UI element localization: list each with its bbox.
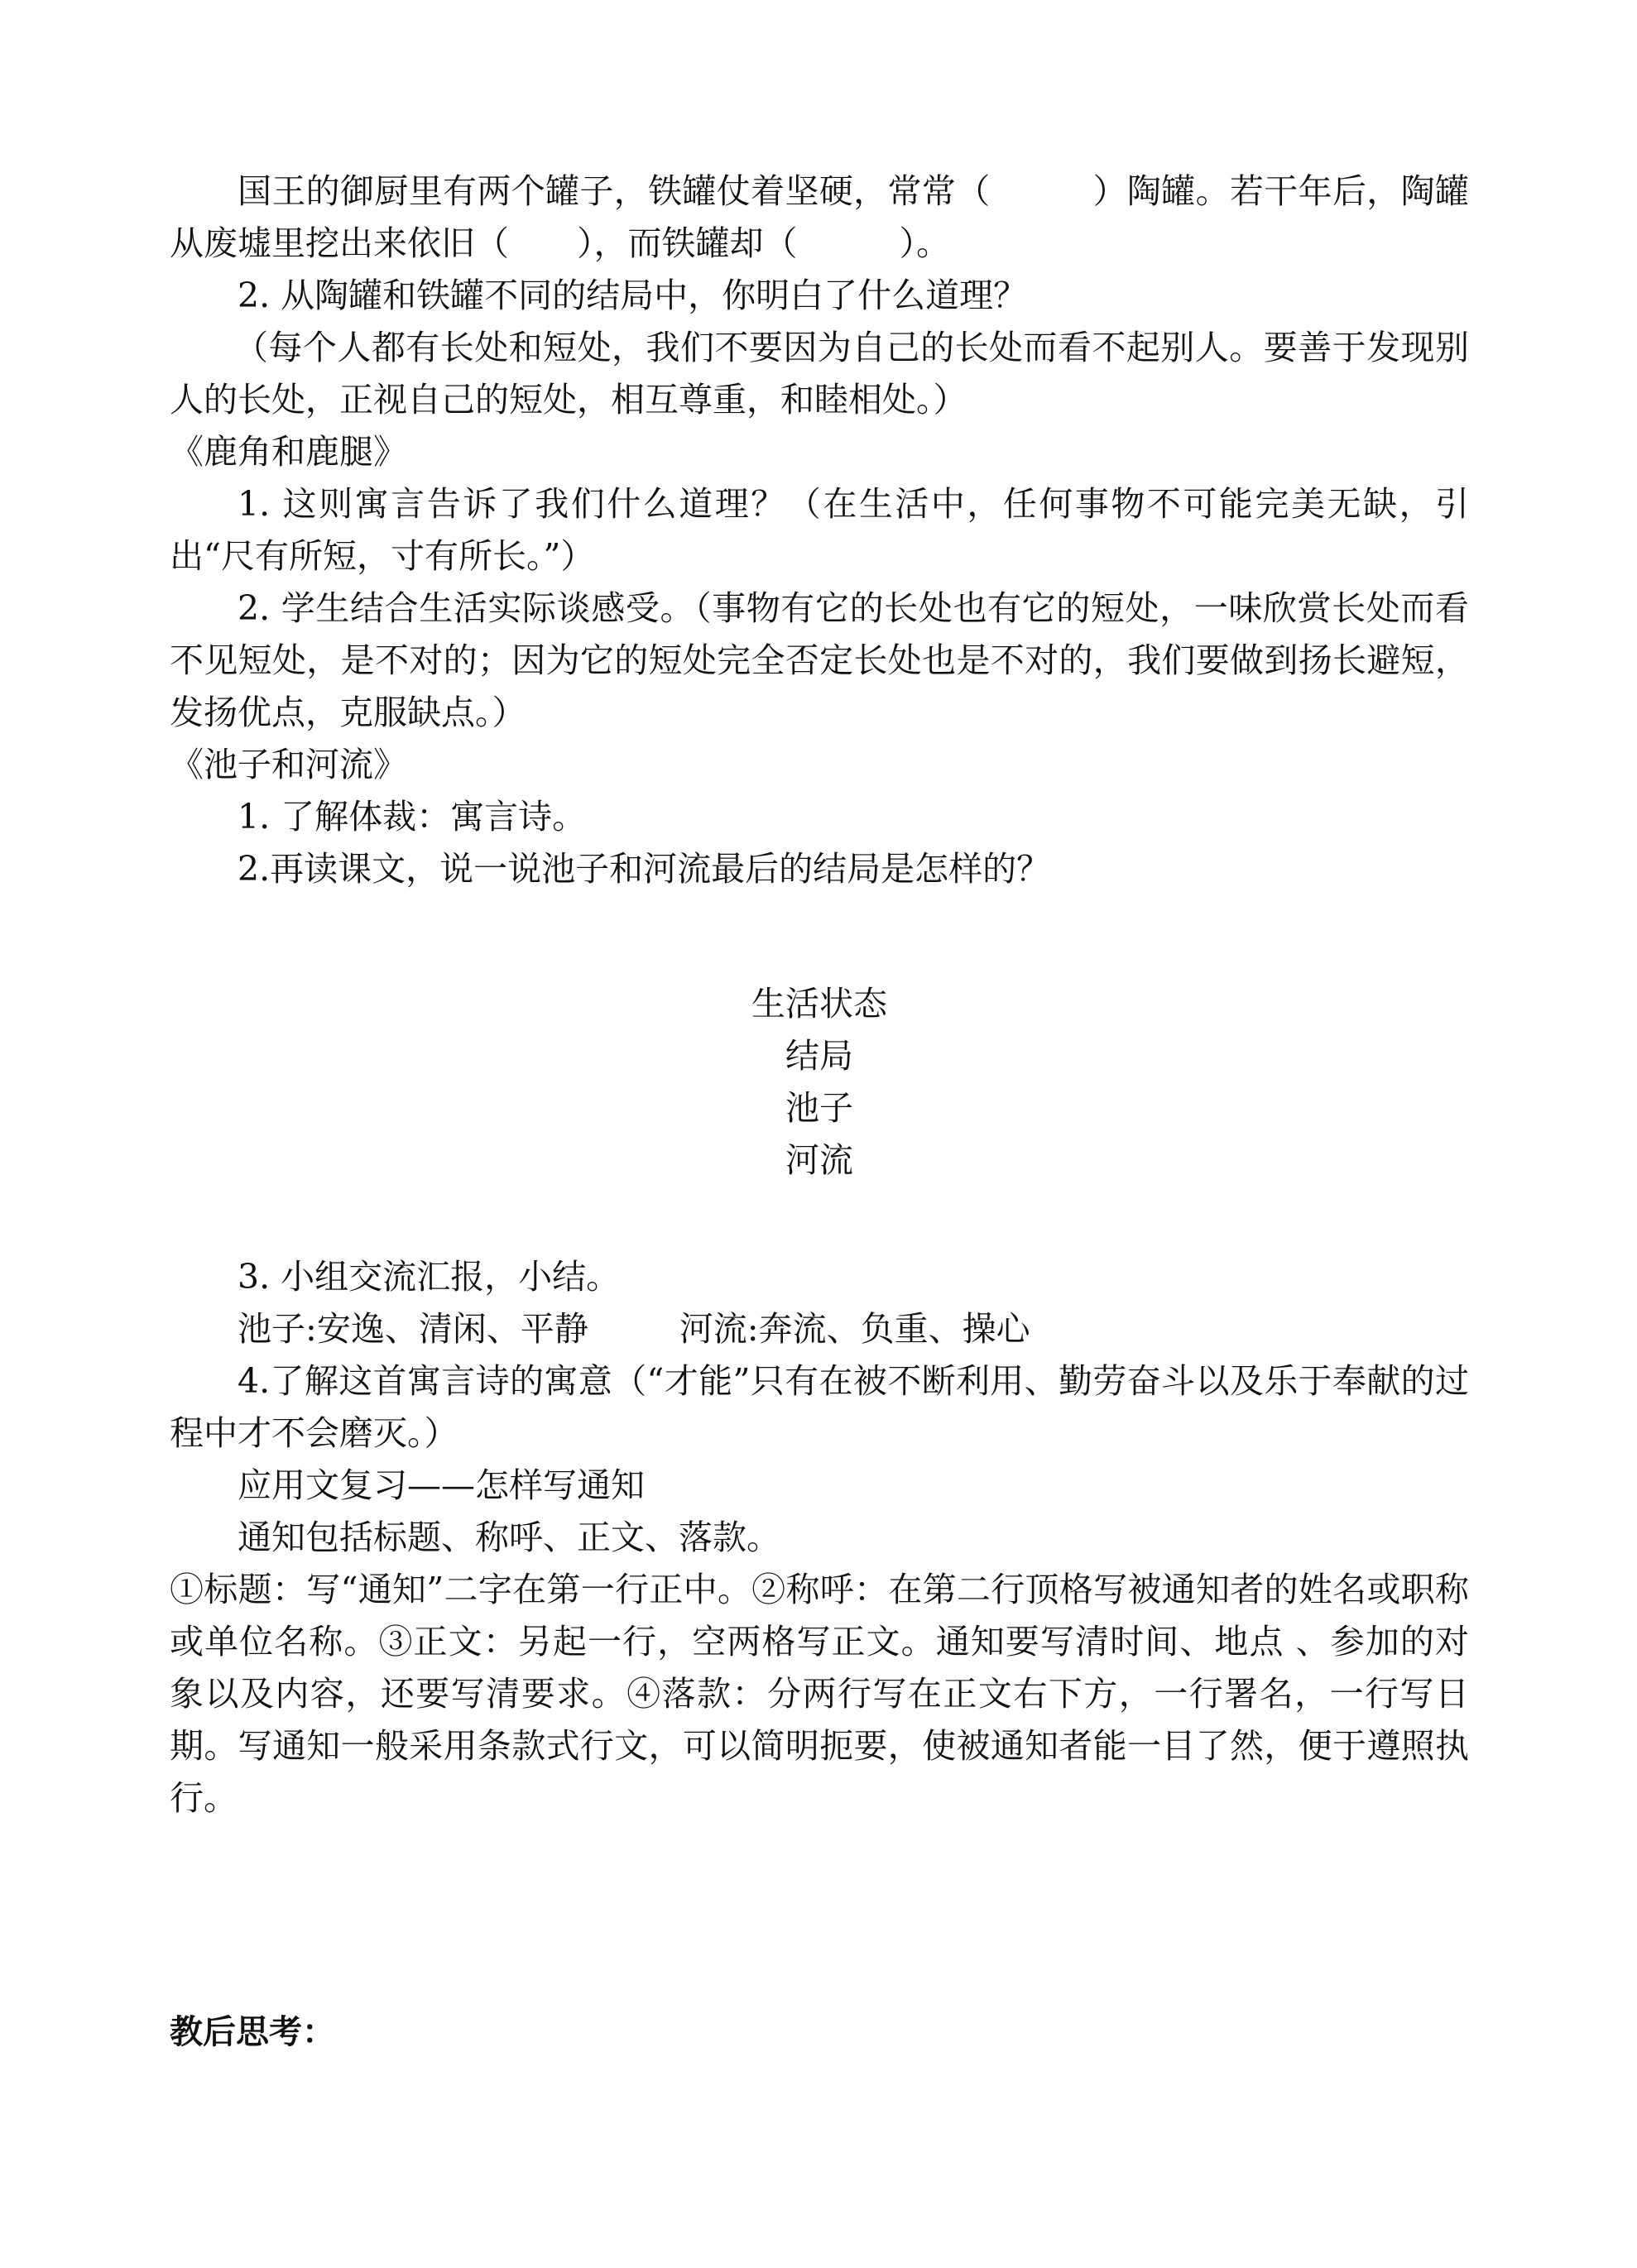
table-header-life-state: 生活状态 (751, 984, 887, 1024)
table-row-pond: 池子 (785, 1088, 853, 1128)
table-header-ending: 结局 (785, 1036, 853, 1076)
question-pond-river-ending: 2.再读课文，说一说池子和河流最后的结局是怎样的？ (238, 849, 1051, 889)
question-deer-lesson: 1. 这则寓言告诉了我们什么道理？（在生活中，任何事物不可能完美无缺，引出“尺有所短，寸有所长。”） (170, 484, 1469, 576)
pond-river-table (170, 978, 1469, 1187)
notice-format-rules: ①标题：写“通知”二字在第一行正中。②称呼：在第二行顶格写被通知者的姓名或职称或单位名称。③正文：另起一行，空两格写正文。通知要写清时间、地点 、参加的对象以及内容，还要写清要求。④落款：分两行写在正文右下方，一行署名，一行写日期。写通知一般采用条款式行文，可以简明扼要，使被通知者能一目了然，便于遵照执行。 (170, 1570, 1469, 1818)
document-body (170, 165, 1469, 2059)
item-group-report: 3. 小组交流汇报，小结。 (238, 1257, 621, 1297)
summary-pond-river (170, 1303, 1469, 1355)
paragraph-pottery-jar-fill: 国王的御厨里有两个罐子，铁罐仗着坚硬，常常（ ）陶罐。若干年后，陶罐从废墟里挖出来依旧（ ），而铁罐却（ ）。 (170, 171, 1469, 263)
post-teaching-reflection-heading: 教后思考： (170, 2013, 335, 2051)
table-row-river: 河流 (785, 1140, 853, 1180)
title-deer-antlers-legs: 《鹿角和鹿腿》 (170, 432, 407, 472)
question-pottery-lesson: 2. 从陶罐和铁罐不同的结局中，你明白了什么道理？ (238, 276, 1028, 315)
title-pond-river: 《池子和河流》 (170, 745, 407, 784)
summary-river: 河流:奔流、负重、操心 (679, 1309, 1030, 1349)
notice-parts: 通知包括标题、称呼、正文、落款。 (238, 1518, 780, 1557)
summary-pond: 池子:安逸、清闲、平静 (238, 1309, 588, 1349)
answer-pottery-lesson: （每个人都有长处和短处，我们不要因为自己的长处而看不起别人。要善于发现别人的长处，正视自己的短处，相互尊重，和睦相处。） (170, 328, 1469, 420)
item-poem-moral: 4.了解这首寓言诗的寓意（“才能”只有在被不断利用、勤劳奋斗以及乐于奉献的过程中才不会磨灭。） (170, 1361, 1469, 1453)
title-notice-review: 应用文复习——怎样写通知 (238, 1465, 645, 1505)
answer-deer-feelings: 2. 学生结合生活实际谈感受。（事物有它的长处也有它的短处，一味欣赏长处而看不见短处，是不对的；因为它的短处完全否定长处也是不对的，我们要做到扬长避短，发扬优点，克服缺点。） (170, 588, 1469, 732)
item-genre: 1. 了解体裁：寓言诗。 (238, 797, 587, 837)
